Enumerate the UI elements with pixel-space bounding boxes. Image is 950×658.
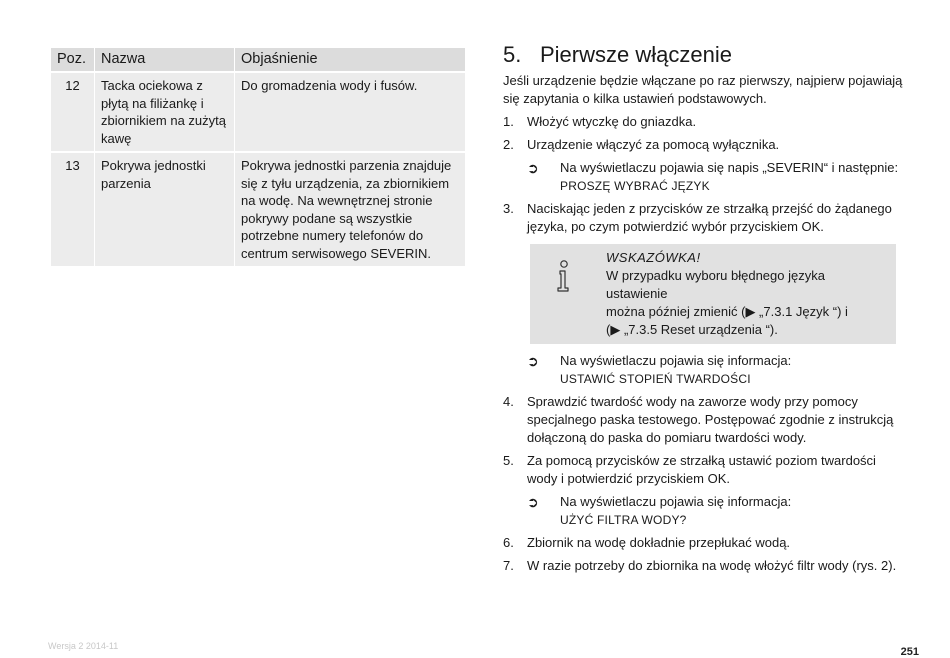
cell-pos: 12 bbox=[51, 72, 95, 152]
step-number: 7. bbox=[503, 558, 514, 573]
step-5 bbox=[503, 452, 908, 488]
cell-pos: 13 bbox=[51, 152, 95, 266]
table-row bbox=[51, 152, 465, 266]
display-message: USTAWIĆ STOPIEŃ TWARDOŚCI bbox=[560, 372, 751, 386]
hint-line: (▶ „7.3.5 Reset urządzenia “). bbox=[606, 322, 778, 337]
section-number: 5. bbox=[503, 42, 522, 67]
step-number: 1. bbox=[503, 114, 514, 129]
info-icon bbox=[554, 260, 574, 294]
section-title bbox=[503, 40, 908, 70]
result-text: Na wyświetlaczu pojawia się napis „SEVERIN“ i następnie: bbox=[560, 160, 899, 175]
step-7 bbox=[503, 557, 908, 575]
version-footer: Wersja 2 2014-11 bbox=[48, 641, 119, 651]
header-desc: Objaśnienie bbox=[235, 48, 466, 72]
result-2 bbox=[503, 352, 908, 388]
step-2 bbox=[503, 136, 908, 154]
step-text: Sprawdzić twardość wody na zaworze wody przy pomocy specjalnego paska testowego. Postępować zgodnie z instrukcją dołączoną do paska do pomiaru twardości wody. bbox=[527, 394, 894, 445]
result-1 bbox=[503, 159, 908, 195]
table-row bbox=[51, 72, 465, 152]
hint-line: W przypadku wyboru błędnego języka ustawienie bbox=[606, 268, 825, 301]
result-text: Na wyświetlaczu pojawia się informacja: bbox=[560, 494, 792, 509]
step-number: 2. bbox=[503, 137, 514, 152]
arrow-icon: ➲ bbox=[527, 353, 539, 369]
step-1 bbox=[503, 113, 908, 131]
header-pos: Poz. bbox=[51, 48, 95, 72]
section-content bbox=[503, 40, 908, 580]
step-4 bbox=[503, 393, 908, 447]
step-text: Włożyć wtyczkę do gniazdka. bbox=[527, 114, 697, 129]
step-text: Naciskając jeden z przycisków ze strzałką przejść do żądanego języka, po czym potwierdzić wybór przyciskiem OK. bbox=[527, 201, 892, 234]
cell-name: Pokrywa jednostki parzenia bbox=[95, 152, 235, 266]
cell-desc: Pokrywa jednostki parzenia znajduje się z tyłu urządzenia, za zbiornikiem na wodę. Na wewnętrznej stronie pokrywy podane są wszystkie potrzebne numery telefonów do centrum serwisowego SEVERIN. bbox=[235, 152, 466, 266]
hint-box bbox=[530, 244, 896, 344]
result-3 bbox=[503, 493, 908, 529]
step-text: W razie potrzeby do zbiornika na wodę włożyć filtr wody (rys. 2). bbox=[527, 558, 897, 573]
step-3 bbox=[503, 200, 908, 236]
page-number: 251 bbox=[900, 646, 919, 658]
table-header-row bbox=[51, 48, 465, 72]
cell-name: Tacka ociekowa z płytą na filiżankę i zbiornikiem na zużytą kawę bbox=[95, 72, 235, 152]
section-title-text: Pierwsze włączenie bbox=[540, 42, 732, 67]
cell-desc: Do gromadzenia wody i fusów. bbox=[235, 72, 466, 152]
intro-text: Jeśli urządzenie będzie włączane po raz pierwszy, najpierw pojawiają się zapytania o kilka ustawień podstawowych. bbox=[503, 73, 903, 106]
parts-table bbox=[51, 48, 465, 266]
result-text: Na wyświetlaczu pojawia się informacja: bbox=[560, 353, 792, 368]
step-text: Zbiornik na wodę dokładnie przepłukać wodą. bbox=[527, 535, 791, 550]
display-message: PROSZĘ WYBRAĆ JĘZYK bbox=[560, 179, 710, 193]
step-number: 4. bbox=[503, 394, 514, 409]
step-number: 3. bbox=[503, 201, 514, 216]
hint-title: WSKAZÓWKA! bbox=[606, 250, 701, 265]
display-message: UŻYĆ FILTRA WODY? bbox=[560, 513, 687, 527]
header-name: Nazwa bbox=[95, 48, 235, 72]
step-6 bbox=[503, 534, 908, 552]
hint-line: można później zmienić (▶ „7.3.1 Język “) i bbox=[606, 304, 848, 319]
step-text: Urządzenie włączyć za pomocą wyłącznika. bbox=[527, 137, 780, 152]
arrow-icon: ➲ bbox=[527, 494, 539, 510]
step-text: Za pomocą przycisków ze strzałką ustawić poziom twardości wody i potwierdzić przyciskiem OK. bbox=[527, 453, 876, 486]
step-number: 6. bbox=[503, 535, 514, 550]
arrow-icon: ➲ bbox=[527, 160, 539, 176]
step-number: 5. bbox=[503, 453, 514, 468]
